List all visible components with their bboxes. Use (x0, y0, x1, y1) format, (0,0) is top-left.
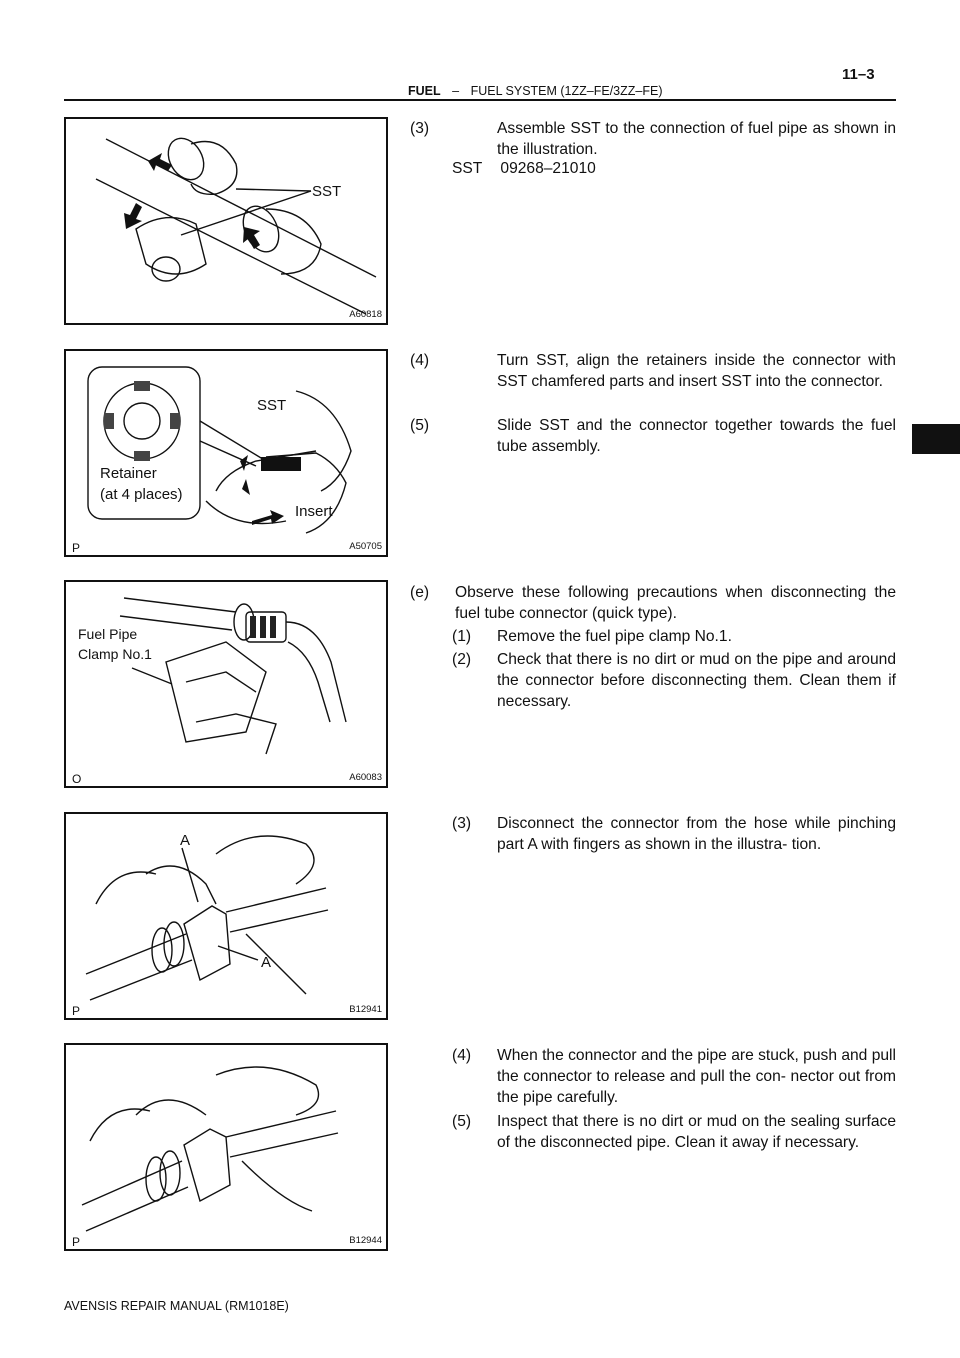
section-tab-marker (912, 424, 960, 454)
step-text: Check that there is no dirt or mud on the pipe and around the connector before disconnecting them. Clean them if necessary. (497, 651, 896, 710)
step-text: Assemble SST to the connection of fuel pipe as shown in the illustration. (497, 120, 896, 158)
sst-assembly-illustration (66, 119, 386, 323)
step-number: (3) (452, 815, 472, 832)
fig1-label-sst: SST (312, 183, 342, 200)
step-number: (e) (410, 584, 430, 601)
step-number: (2) (452, 651, 472, 668)
header-dash: – (452, 84, 460, 98)
fig2-code: A50705 (349, 541, 382, 552)
step-text: Turn SST, align the retainers inside the connector with SST chamfered parts and insert SST into the connector. (497, 352, 896, 390)
fuel-pipe-clamp-illustration (66, 582, 386, 786)
fig2-label-insert: Insert (295, 503, 333, 520)
fig4-code: B12941 (349, 1004, 382, 1015)
fig5-code: B12944 (349, 1235, 382, 1246)
running-header (408, 84, 663, 98)
step-5-inspect-sealing (452, 1111, 896, 1153)
sst-label: SST (452, 160, 483, 177)
fig3-mark: O (72, 772, 82, 786)
header-section: FUEL (408, 84, 441, 98)
step-2-check-dirt (452, 649, 896, 712)
fig4-mark: P (72, 1004, 81, 1018)
step-number: (4) (452, 1047, 472, 1064)
step-4-stuck-connector (452, 1045, 896, 1108)
step-5-slide-sst (410, 415, 896, 457)
fig3-label-clamp: Fuel Pipe (78, 626, 138, 642)
figure-sst-insert (64, 349, 388, 557)
fig4-label-part-a-bottom: A (261, 954, 272, 971)
figure-pinch-part-a (64, 812, 388, 1020)
fig5-mark: P (72, 1235, 81, 1249)
step-text: Observe these following precautions when disconnecting the fuel tube connector (quick type). (455, 584, 896, 622)
step-number: (5) (452, 1113, 472, 1130)
step-1-remove-clamp (452, 626, 896, 647)
step-text: Remove the fuel pipe clamp No.1. (497, 628, 732, 645)
header-rule (64, 99, 896, 101)
pinch-part-a-illustration (66, 814, 386, 1018)
sst-number-line (452, 160, 596, 178)
fig3-code: A60083 (349, 772, 382, 783)
step-text: Slide SST and the connector together towards the fuel tube assembly. (497, 417, 896, 455)
sst-insert-illustration (66, 351, 386, 555)
fig3-label-clamp-no: Clamp No.1 (78, 646, 152, 662)
step-number: (4) (410, 352, 430, 369)
fig4-label-part-a-top: A (180, 832, 191, 849)
step-e-precautions (410, 582, 896, 624)
fig2-label-retainer-places: (at 4 places) (100, 486, 183, 503)
step-number: (5) (410, 417, 430, 434)
footer-manual-id: AVENSIS REPAIR MANUAL (RM1018E) (64, 1299, 289, 1313)
header-subsection: FUEL SYSTEM (1ZZ–FE/3ZZ–FE) (470, 84, 663, 98)
step-number: (3) (410, 120, 430, 137)
step-3-disconnect (452, 813, 896, 855)
step-text: When the connector and the pipe are stuck, push and pull the connector to release and pull the con- nector out from the pipe carefully. (497, 1047, 896, 1106)
push-pull-connector-illustration (66, 1045, 386, 1249)
step-3-assemble-sst (410, 118, 896, 160)
sst-value: 09268–21010 (500, 160, 596, 177)
step-4-turn-sst (410, 350, 896, 392)
figure-sst-assembly (64, 117, 388, 325)
step-text: Disconnect the connector from the hose while pinching part A with fingers as shown in the illustra- tion. (497, 815, 896, 853)
figure-push-pull-connector (64, 1043, 388, 1251)
figure-fuel-pipe-clamp (64, 580, 388, 788)
page-number: 11–3 (842, 66, 875, 83)
fig2-mark: P (72, 541, 81, 555)
step-text: Inspect that there is no dirt or mud on the sealing surface of the disconnected pipe. Clean it away if necessary. (497, 1113, 896, 1151)
fig2-label-sst: SST (257, 397, 287, 414)
step-number: (1) (452, 628, 472, 645)
fig2-label-retainer: Retainer (100, 465, 157, 482)
fig1-code: A60818 (349, 309, 382, 320)
